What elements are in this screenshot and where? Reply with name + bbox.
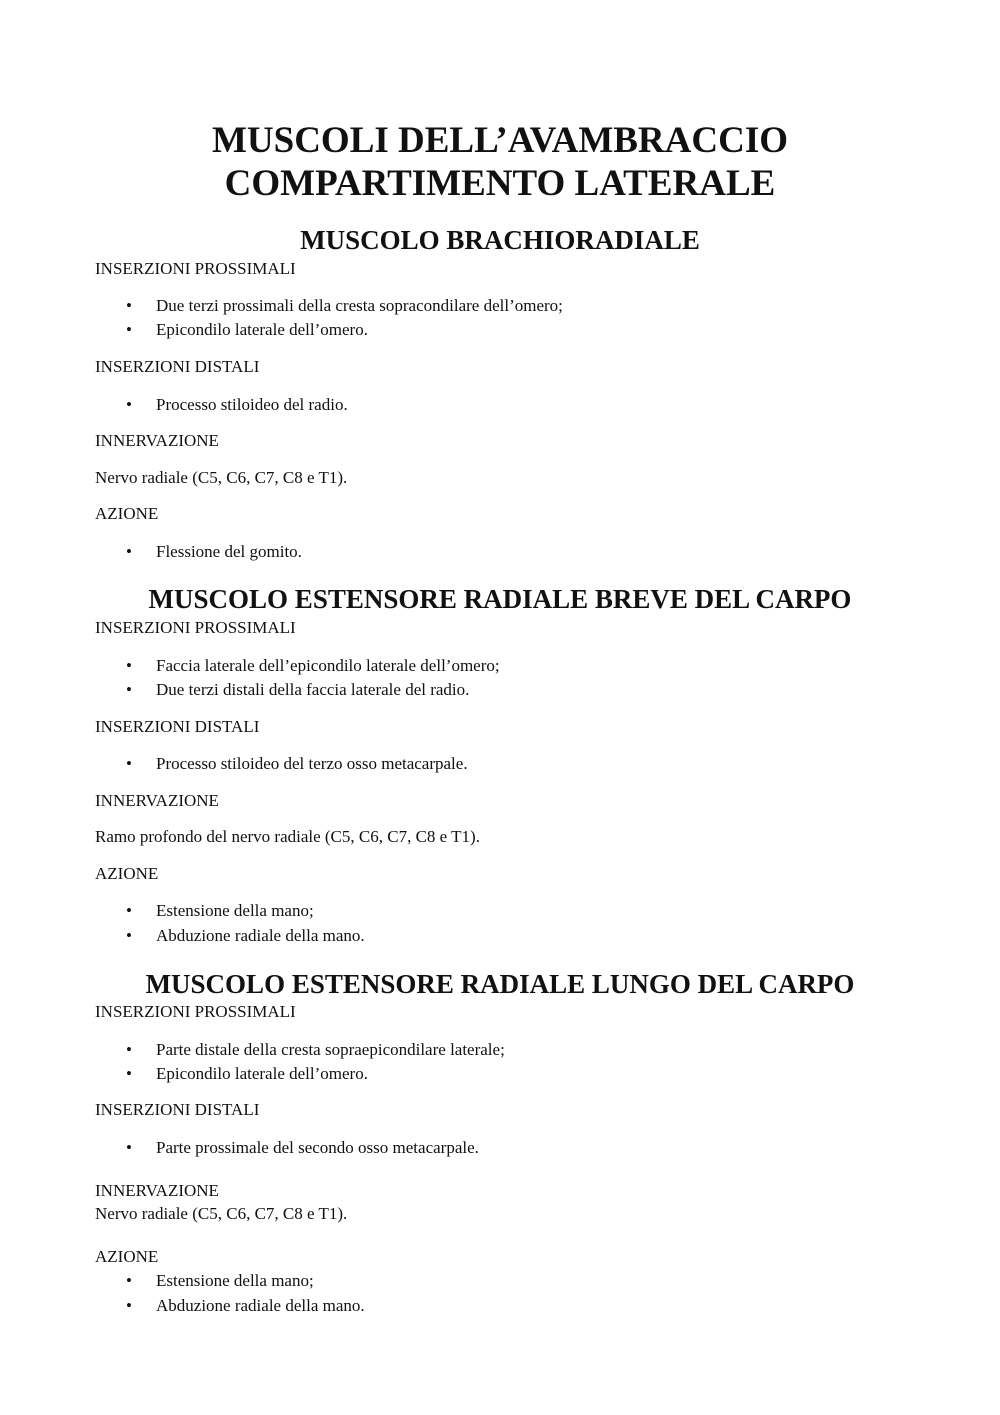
prox-insertions-label: INSERZIONI PROSSIMALI <box>95 618 296 637</box>
innervation-text: Nervo radiale (C5, C6, C7, C8 e T1). <box>95 1204 348 1223</box>
bullet-icon: • <box>126 680 132 699</box>
section-heading-ext-rad-breve: MUSCOLO ESTENSORE RADIALE BREVE DEL CARPO <box>148 584 852 614</box>
dist-insertions-label: INSERZIONI DISTALI <box>95 1100 260 1119</box>
bullet-icon: • <box>126 1296 132 1315</box>
bullet-icon: • <box>126 296 132 315</box>
innervation-label: INNERVAZIONE <box>95 1181 219 1200</box>
action-label: AZIONE <box>95 504 159 523</box>
bullet-icon: • <box>126 1271 132 1290</box>
prox-insertions-label: INSERZIONI PROSSIMALI <box>95 259 296 278</box>
document-page: MUSCOLI DELL’AVAMBRACCIO COMPARTIMENTO LATERALE MUSCOLO BRACHIORADIALE INSERZIONI PROSSIMALI • Due terzi prossimali della cresta sopracondilare dell’omero; • Epicondilo laterale dell’omero. INSERZIONI DISTALI • Processo stiloideo del radio. INNERVAZIONE Nervo radiale (C5, C6, C7, C8 e T1). AZIONE • Flessione del gomito. MUSCOLO ESTENSORE RADIALE BREVE DEL CARPO INSERZIONI PROSSIMALI • Faccia laterale dell’epicondilo laterale dell’omero; • Due terzi distali della faccia laterale del radio. INSERZIONI DISTALI • Processo stiloideo del terzo osso metacarpale. INNERVAZIONE Ramo profondo del nervo radiale (C5, C6, C7, C8 e T1). AZIONE • Estensione della mano; • Abduzione radiale della mano. MUSCOLO ESTENSORE RADIALE LUNGO DEL CARPO INSERZIONI PROSSIMALI • Parte distale della cresta sopraepicondilare laterale; • Epicondilo laterale dell’omero. INSERZIONI DISTALI • Parte prossimale del secondo osso metacarpale. INNERVAZIONE Nervo radiale (C5, C6, C7, C8 e T1). AZIONE • Estensione della mano; • Abduzione radiale della mano. <box>0 0 1000 1415</box>
bullet-icon: • <box>126 542 132 561</box>
bullet-icon: • <box>126 320 132 339</box>
bullet-icon: • <box>126 926 132 945</box>
bullet-icon: • <box>126 1064 132 1083</box>
bullet-icon: • <box>126 901 132 920</box>
innervation-text: Nervo radiale (C5, C6, C7, C8 e T1). <box>95 468 348 487</box>
section-heading-brachioradiale: MUSCOLO BRACHIORADIALE <box>300 225 700 255</box>
prox-insertions-label: INSERZIONI PROSSIMALI <box>95 1002 296 1021</box>
dist-insertions-label: INSERZIONI DISTALI <box>95 717 260 736</box>
innervation-text: Ramo profondo del nervo radiale (C5, C6, C7, C8 e T1). <box>95 827 480 846</box>
action-label: AZIONE <box>95 864 159 883</box>
bullet-icon: • <box>126 656 132 675</box>
bullet-icon: • <box>126 754 132 773</box>
page-title-line-2: COMPARTIMENTO LATERALE <box>224 163 776 204</box>
bullet-icon: • <box>126 1138 132 1157</box>
innervation-label: INNERVAZIONE <box>95 431 219 450</box>
page-title-line-1: MUSCOLI DELL’AVAMBRACCIO <box>211 120 788 161</box>
dist-insertions-label: INSERZIONI DISTALI <box>95 357 260 376</box>
innervation-label: INNERVAZIONE <box>95 791 219 810</box>
bullet-icon: • <box>126 395 132 414</box>
section-heading-ext-rad-lungo: MUSCOLO ESTENSORE RADIALE LUNGO DEL CARPO <box>145 969 855 999</box>
action-label: AZIONE <box>95 1247 159 1266</box>
bullet-icon: • <box>126 1040 132 1059</box>
